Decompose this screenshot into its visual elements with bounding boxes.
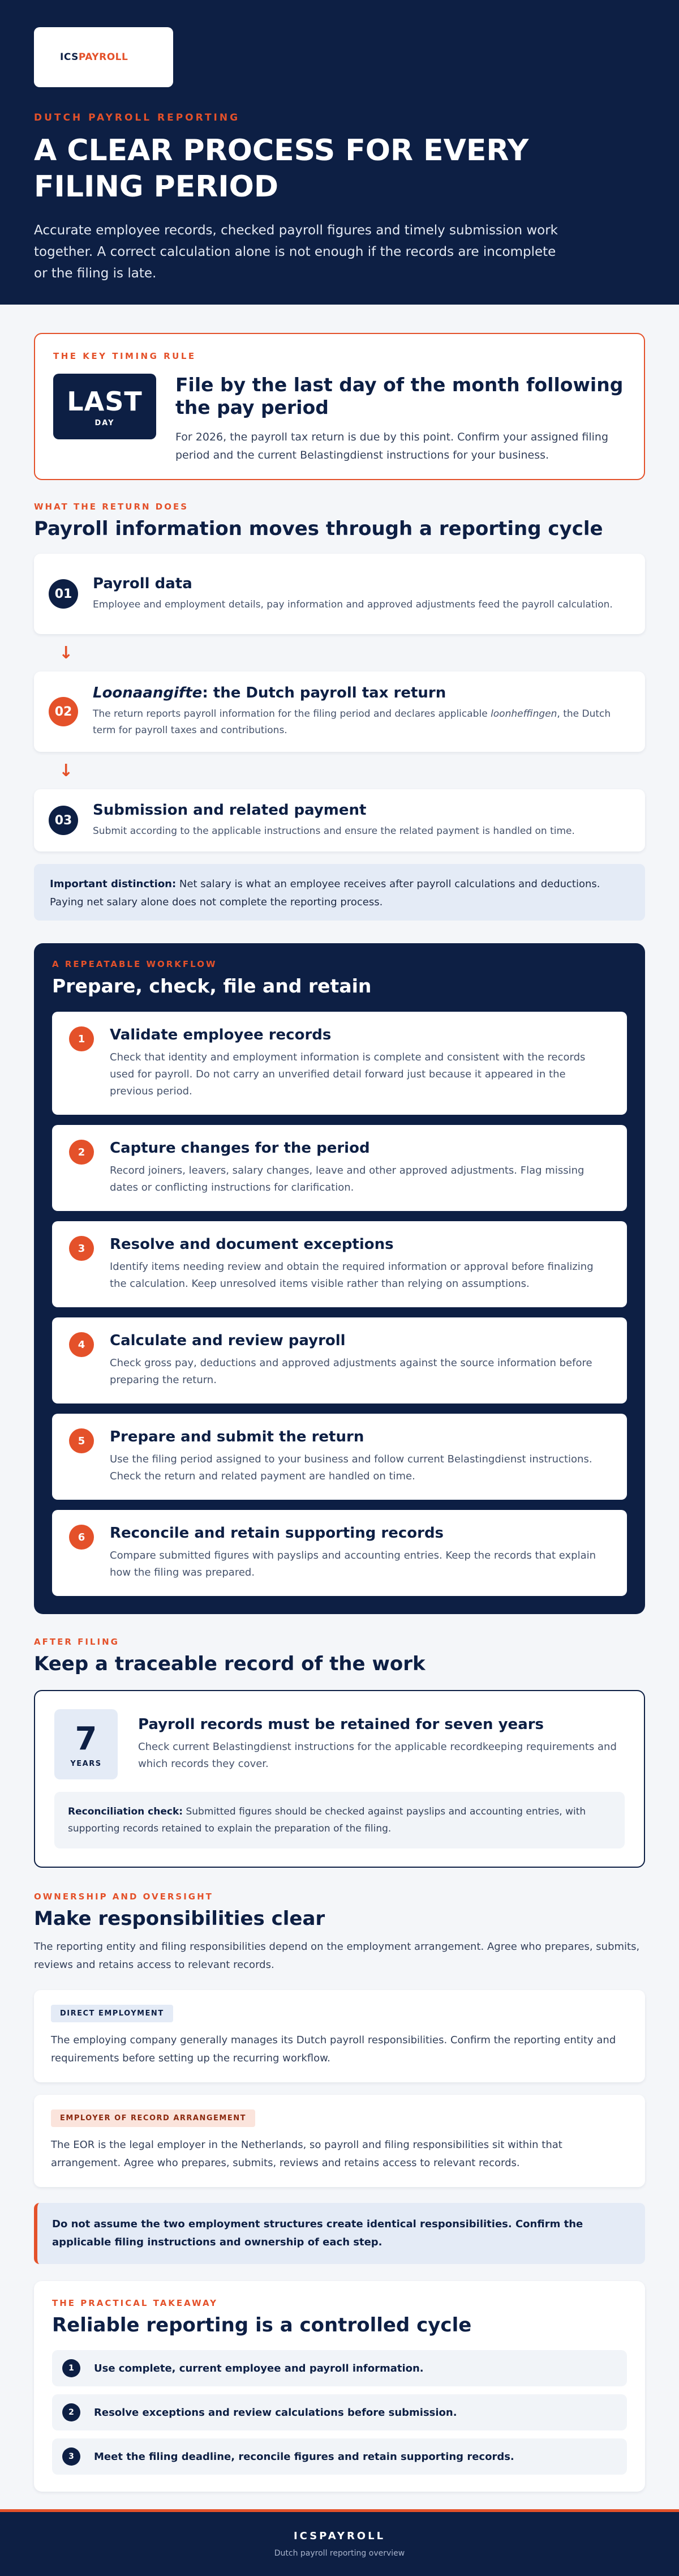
takeaway-text: Use complete, current employee and payroll information. bbox=[94, 2362, 424, 2374]
workflow-step-body: Check that identity and employment information is complete and consistent with the records used for payroll. Do not carry an unverified detail forward just because it appeared in the previous period. bbox=[110, 1051, 586, 1097]
note-text: Net salary is what an employee receives after payroll calculations and deductions. Paying net salary alone does not complete the reporting process. bbox=[50, 878, 600, 908]
return-eyebrow: WHAT THE RETURN DOES bbox=[34, 502, 189, 512]
workflow-step-body: Check gross pay, deductions and approved adjustments against the source information before preparing the return. bbox=[110, 1357, 592, 1386]
ownership-title: Make responsibilities clear bbox=[34, 1907, 325, 1930]
return-title: Payroll information moves through a reporting cycle bbox=[34, 517, 603, 540]
step-body-post: , the Dutch term for payroll taxes and contributions. bbox=[93, 708, 611, 736]
takeaway-item bbox=[52, 2350, 627, 2386]
takeaway-number: 3 bbox=[62, 2447, 80, 2466]
workflow-step-title: Prepare and submit the return bbox=[110, 1428, 364, 1445]
step-body: Employee and employment details, pay information and approved adjustments feed the payroll calculation. bbox=[93, 598, 613, 610]
step-body bbox=[93, 706, 630, 739]
workflow-step-title: Resolve and document exceptions bbox=[110, 1236, 394, 1253]
reconciliation-check-note bbox=[54, 1792, 625, 1848]
step-card-loonaangifte bbox=[34, 671, 645, 752]
workflow-step-card bbox=[52, 1125, 627, 1211]
takeaway-item bbox=[52, 2394, 627, 2430]
retention-body: Check current Belastingdienst instructions for the applicable recordkeeping requirements and which records they cover. bbox=[138, 1741, 617, 1770]
workflow-step-card bbox=[52, 1414, 627, 1500]
eor-arrangement-card bbox=[34, 2095, 645, 2187]
workflow-step-card bbox=[52, 1221, 627, 1307]
main-content bbox=[0, 333, 679, 2492]
key-rule-body: For 2026, the payroll tax return is due by this point. Confirm your assigned filing period and the current Belastingdienst instructions for your business. bbox=[175, 431, 609, 461]
takeaway-item bbox=[52, 2438, 627, 2475]
workflow-eyebrow: A REPEATABLE WORKFLOW bbox=[52, 959, 217, 969]
step-title-italic: Loonaangifte bbox=[93, 684, 203, 701]
workflow-section bbox=[34, 943, 645, 1614]
return-section bbox=[34, 502, 645, 921]
workflow-step-body: Record joiners, leavers, salary changes, leave and other approved adjustments. Flag missing dates or conflicting instructions for clarification. bbox=[110, 1165, 585, 1193]
recon-label: Reconciliation check: bbox=[68, 1806, 183, 1817]
workflow-step-title: Reconcile and retain supporting records bbox=[110, 1525, 444, 1542]
step-body: Submit according to the applicable instructions and ensure the related payment is handled on time. bbox=[93, 825, 575, 837]
takeaway-eyebrow: THE PRACTICAL TAKEAWAY bbox=[52, 2298, 218, 2308]
direct-employment-body: The employing company generally manages its Dutch payroll responsibilities. Confirm the reporting entity and requirements before setting up the recurring workflow. bbox=[51, 2034, 616, 2064]
step-title: Payroll data bbox=[93, 575, 192, 592]
ownership-eyebrow: OWNERSHIP AND OVERSIGHT bbox=[34, 1892, 213, 1902]
step-number: 01 bbox=[49, 579, 78, 609]
workflow-step-card bbox=[52, 1510, 627, 1596]
footer bbox=[0, 2509, 679, 2576]
responsibility-warning: Do not assume the two employment structures create identical responsibilities. Confirm the applicable filing instructions and ownership of each step. bbox=[34, 2203, 645, 2264]
step-title: Submission and related payment bbox=[93, 801, 367, 819]
badge-small-text: DAY bbox=[94, 418, 115, 427]
workflow-step-card bbox=[52, 1012, 627, 1115]
hero-section bbox=[0, 0, 679, 305]
down-arrow-icon: ↓ bbox=[59, 643, 74, 663]
badge-big-text: LAST bbox=[67, 386, 143, 417]
direct-employment-card bbox=[34, 1990, 645, 2082]
takeaway-card bbox=[34, 2281, 645, 2492]
logo-part-ics: ICS bbox=[60, 52, 79, 63]
logo-part-payroll: PAYROLL bbox=[78, 52, 128, 63]
workflow-step-title: Capture changes for the period bbox=[110, 1140, 370, 1157]
workflow-step-card bbox=[52, 1317, 627, 1403]
key-rule-title: File by the last day of the month following the pay period bbox=[175, 374, 624, 418]
footer-subtitle: Dutch payroll reporting overview bbox=[274, 2549, 405, 2558]
last-day-badge bbox=[53, 374, 156, 439]
step-title-rest: : the Dutch payroll tax return bbox=[202, 684, 446, 701]
down-arrow-icon: ↓ bbox=[59, 760, 74, 781]
workflow-step-number: 6 bbox=[69, 1525, 94, 1550]
ownership-intro: The reporting entity and filing responsibilities depend on the employment arrangement. Agree who prepares, submits, reviews and retains access to relevant records. bbox=[34, 1941, 640, 1971]
takeaway-text: Meet the filing deadline, reconcile figures and retain supporting records. bbox=[94, 2450, 514, 2463]
step-number: 02 bbox=[49, 697, 78, 726]
step-card-submission bbox=[34, 789, 645, 851]
takeaway-number: 1 bbox=[62, 2359, 80, 2377]
footer-brand: ICSPAYROLL bbox=[293, 2530, 386, 2542]
takeaway-text: Resolve exceptions and review calculations before submission. bbox=[94, 2406, 457, 2419]
hero-subtitle: Accurate employee records, checked payroll figures and timely submission work together. A correct calculation alone is not enough if the records are incomplete or the filing is late. bbox=[34, 223, 558, 281]
seven-years-badge bbox=[54, 1709, 118, 1779]
note-label: Important distinction: bbox=[50, 878, 177, 890]
workflow-step-body: Compare submitted figures with payslips and accounting entries. Keep the records that explain how the filing was prepared. bbox=[110, 1550, 596, 1578]
workflow-title: Prepare, check, file and retain bbox=[52, 975, 372, 997]
workflow-step-number: 2 bbox=[69, 1140, 94, 1165]
workflow-step-body: Identify items needing review and obtain the required information or approval before finalizing the calculation. Keep unresolved items visible rather than relying on assumptions. bbox=[110, 1261, 594, 1290]
workflow-step-title: Calculate and review payroll bbox=[110, 1332, 346, 1349]
important-distinction-note bbox=[34, 864, 645, 921]
step-title bbox=[93, 684, 630, 701]
logo bbox=[34, 27, 173, 87]
badge-label: YEARS bbox=[70, 1760, 102, 1768]
recon-text: Submitted figures should be checked against payslips and accounting entries, with supporting records retained to explain the preparation of the filing. bbox=[68, 1806, 586, 1834]
takeaway-title: Reliable reporting is a controlled cycle bbox=[52, 2314, 472, 2337]
retention-card bbox=[34, 1690, 645, 1868]
after-filing-section bbox=[34, 1637, 645, 1868]
eor-body: The EOR is the legal employer in the Netherlands, so payroll and filing responsibilities sit within that arrangement. Agree who prepares, submits, reviews and retains access to relevant records. bbox=[51, 2139, 562, 2169]
page-title: A CLEAR PROCESS FOR EVERY FILING PERIOD bbox=[34, 134, 529, 204]
workflow-step-title: Validate employee records bbox=[110, 1026, 332, 1043]
direct-employment-tag: DIRECT EMPLOYMENT bbox=[51, 2005, 173, 2022]
hero-eyebrow: DUTCH PAYROLL REPORTING bbox=[34, 112, 240, 123]
step-number: 03 bbox=[49, 806, 78, 835]
takeaway-number: 2 bbox=[62, 2403, 80, 2421]
workflow-step-number: 4 bbox=[69, 1332, 94, 1357]
step-body-pre: The return reports payroll information for the filing period and declares applicable bbox=[93, 708, 491, 720]
ownership-section bbox=[34, 1892, 645, 2264]
workflow-step-number: 1 bbox=[69, 1026, 94, 1051]
workflow-step-body: Use the filing period assigned to your business and follow current Belastingdienst instructions. Check the return and related payment are handled on time. bbox=[110, 1453, 592, 1482]
badge-number: 7 bbox=[75, 1721, 97, 1757]
workflow-step-number: 5 bbox=[69, 1428, 94, 1453]
eor-tag: EMPLOYER OF RECORD ARRANGEMENT bbox=[51, 2109, 255, 2127]
logo-text bbox=[60, 52, 128, 63]
after-filing-title: Keep a traceable record of the work bbox=[34, 1653, 426, 1675]
key-timing-rule-card bbox=[34, 333, 645, 480]
step-body-italic: loonheffingen bbox=[491, 708, 557, 720]
after-filing-eyebrow: AFTER FILING bbox=[34, 1637, 119, 1647]
step-card-payroll-data bbox=[34, 554, 645, 634]
key-rule-eyebrow: THE KEY TIMING RULE bbox=[53, 351, 196, 361]
workflow-step-number: 3 bbox=[69, 1236, 94, 1261]
retention-title: Payroll records must be retained for seven years bbox=[138, 1716, 544, 1733]
